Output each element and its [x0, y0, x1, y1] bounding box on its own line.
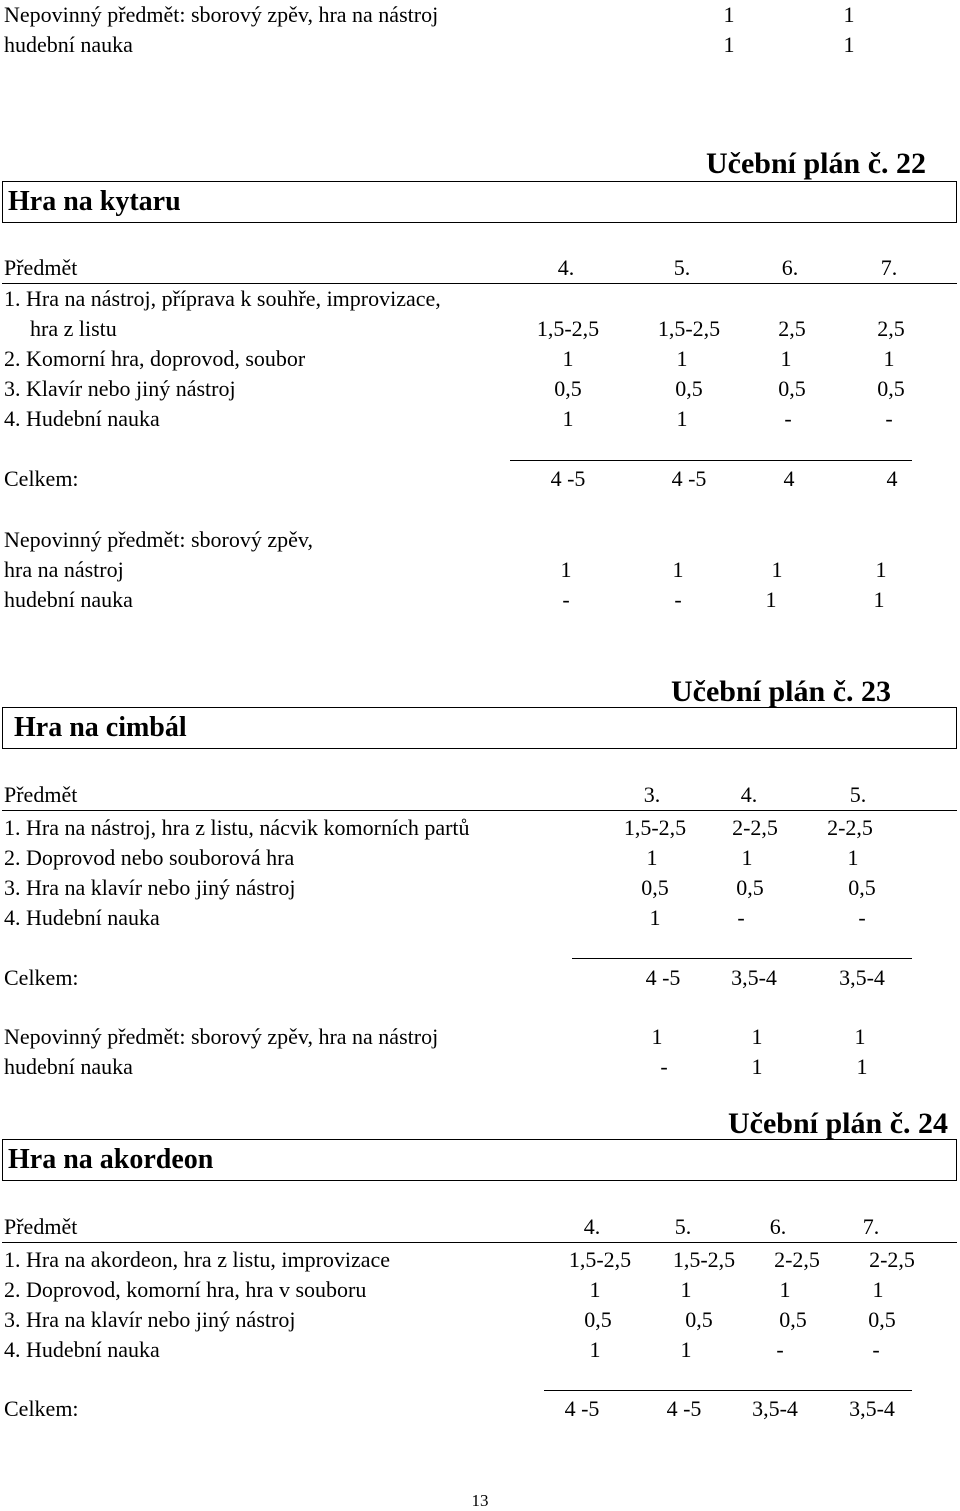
hours-cell: 1	[562, 346, 574, 371]
hours-cell: 2,5	[877, 316, 905, 341]
hours-cell: 1	[562, 406, 574, 431]
optional-row-value: 1	[873, 587, 885, 612]
instrument-title: Hra na akordeon	[8, 1144, 214, 1175]
hours-cell: 0,5	[778, 376, 806, 401]
header-rule	[2, 810, 957, 811]
optional-row-label: hudební nauka	[4, 32, 133, 57]
subject-label: 4. Hudební nauka	[4, 406, 160, 431]
total-cell: 4 -5	[671, 466, 707, 491]
year-header: 4.	[740, 782, 758, 807]
hours-cell: 2-2,5	[869, 1247, 915, 1272]
optional-row-value: 1	[843, 32, 855, 57]
year-header: 4.	[583, 1214, 601, 1239]
optional-row-label: Nepovinný předmět: sborový zpěv, hra na nástroj	[4, 1024, 439, 1049]
total-cell: 3,5-4	[752, 1396, 798, 1421]
subject-label: 2. Komorní hra, doprovod, soubor	[4, 346, 306, 371]
hours-cell: 2,5	[778, 316, 806, 341]
total-cell: 3,5-4	[731, 965, 777, 990]
subject-label: 4. Hudební nauka	[4, 1337, 160, 1362]
optional-row-value: 1	[751, 1024, 763, 1049]
subject-label: 1. Hra na akordeon, hra z listu, improvizace	[4, 1247, 391, 1272]
instrument-title: Hra na kytaru	[8, 186, 181, 217]
hours-cell: 1	[680, 1337, 692, 1362]
hours-cell: 1	[676, 406, 688, 431]
hours-cell: 0,5	[685, 1307, 713, 1332]
hours-cell: 1	[872, 1277, 884, 1302]
hours-cell: 2-2,5	[774, 1247, 820, 1272]
hours-cell: 0,5	[554, 376, 582, 401]
hours-cell: 1	[780, 346, 792, 371]
optional-row-label: hudební nauka	[4, 1054, 133, 1079]
hours-cell: 1,5-2,5	[536, 316, 600, 341]
total-label: Celkem:	[4, 965, 79, 990]
year-header: 6.	[781, 255, 799, 280]
optional-row-value: 1	[723, 32, 735, 57]
page-number: 13	[471, 1491, 489, 1510]
hours-cell: -	[776, 1337, 784, 1362]
year-header: 5.	[674, 1214, 692, 1239]
total-cell: 4	[783, 466, 795, 491]
header-rule	[2, 283, 957, 284]
total-label: Celkem:	[4, 1396, 79, 1421]
optional-row-value: 1	[854, 1024, 866, 1049]
optional-row-value: 1	[856, 1054, 868, 1079]
total-label: Celkem:	[4, 466, 79, 491]
subject-label: 2. Doprovod, komorní hra, hra v souboru	[4, 1277, 367, 1302]
optional-row-value: 1	[771, 557, 783, 582]
subject-label: 3. Hra na klavír nebo jiný nástroj	[4, 1307, 296, 1332]
hours-cell: 0,5	[848, 875, 876, 900]
optional-row-value: 1	[875, 557, 887, 582]
hours-cell: 2-2,5	[732, 815, 778, 840]
optional-row-value: -	[660, 1054, 668, 1079]
hours-cell: 0,5	[779, 1307, 807, 1332]
subject-label: 3. Hra na klavír nebo jiný nástroj	[4, 875, 296, 900]
subject-label: 1. Hra na nástroj, příprava k souhře, improvizace,	[4, 286, 441, 311]
optional-row-label: Nepovinný předmět: sborový zpěv, hra na nástroj	[4, 2, 439, 27]
subject-label: 1. Hra na nástroj, hra z listu, nácvik komorních partů	[4, 815, 470, 840]
optional-heading: Nepovinný předmět: sborový zpěv,	[4, 527, 313, 552]
year-header: 4.	[557, 255, 575, 280]
hours-cell: 1,5-2,5	[672, 1247, 736, 1272]
year-header: 5.	[673, 255, 691, 280]
hours-cell: -	[872, 1337, 880, 1362]
optional-row-value: 1	[560, 557, 572, 582]
total-cell: 4	[886, 466, 898, 491]
hours-cell: 0,5	[868, 1307, 896, 1332]
sum-rule	[510, 460, 912, 461]
subject-label: 3. Klavír nebo jiný nástroj	[4, 376, 236, 401]
hours-cell: -	[858, 905, 866, 930]
year-header: 6.	[769, 1214, 787, 1239]
total-cell: 4 -5	[666, 1396, 702, 1421]
hours-cell: 0,5	[736, 875, 764, 900]
hours-cell: 1	[676, 346, 688, 371]
plan-title: Učební plán č. 24	[728, 1107, 949, 1140]
optional-row-value: 1	[843, 2, 855, 27]
plan-title: Učební plán č. 23	[671, 675, 892, 708]
subject-label: 4. Hudební nauka	[4, 905, 160, 930]
optional-row-value: 1	[672, 557, 684, 582]
hours-cell: 0,5	[641, 875, 669, 900]
optional-row-label: hudební nauka	[4, 587, 133, 612]
subject-label: hra z listu	[30, 316, 117, 341]
instrument-title: Hra na cimbál	[14, 712, 187, 743]
subject-header: Předmět	[4, 255, 78, 280]
optional-row-value: -	[674, 587, 682, 612]
hours-cell: 0,5	[584, 1307, 612, 1332]
hours-cell: 1	[589, 1337, 601, 1362]
hours-cell: 1	[646, 845, 658, 870]
hours-cell: 1	[779, 1277, 791, 1302]
optional-row-label: hra na nástroj	[4, 557, 124, 582]
header-rule	[2, 1242, 957, 1243]
total-cell: 4 -5	[645, 965, 681, 990]
hours-cell: 1	[649, 905, 661, 930]
optional-row-value: -	[562, 587, 570, 612]
year-header: 5.	[849, 782, 867, 807]
subject-header: Předmět	[4, 1214, 78, 1239]
hours-cell: 1	[680, 1277, 692, 1302]
optional-row-value: 1	[765, 587, 777, 612]
sum-rule	[572, 958, 912, 959]
hours-cell: 1,5-2,5	[568, 1247, 632, 1272]
hours-cell: -	[784, 406, 792, 431]
plan-title: Učební plán č. 22	[706, 147, 927, 180]
hours-cell: 1,5-2,5	[623, 815, 687, 840]
hours-cell: 0,5	[877, 376, 905, 401]
sum-rule	[544, 1390, 912, 1391]
optional-row-value: 1	[751, 1054, 763, 1079]
year-header: 3.	[643, 782, 661, 807]
total-cell: 3,5-4	[849, 1396, 895, 1421]
year-header: 7.	[862, 1214, 880, 1239]
hours-cell: 1	[847, 845, 859, 870]
hours-cell: 0,5	[675, 376, 703, 401]
year-header: 7.	[880, 255, 898, 280]
total-cell: 3,5-4	[839, 965, 885, 990]
hours-cell: -	[885, 406, 893, 431]
hours-cell: 1,5-2,5	[657, 316, 721, 341]
subject-label: 2. Doprovod nebo souborová hra	[4, 845, 295, 870]
hours-cell: 1	[883, 346, 895, 371]
subject-header: Předmět	[4, 782, 78, 807]
hours-cell: -	[737, 905, 745, 930]
total-cell: 4 -5	[550, 466, 586, 491]
total-cell: 4 -5	[564, 1396, 600, 1421]
hours-cell: 2-2,5	[827, 815, 873, 840]
hours-cell: 1	[741, 845, 753, 870]
optional-row-value: 1	[723, 2, 735, 27]
hours-cell: 1	[589, 1277, 601, 1302]
optional-row-value: 1	[651, 1024, 663, 1049]
